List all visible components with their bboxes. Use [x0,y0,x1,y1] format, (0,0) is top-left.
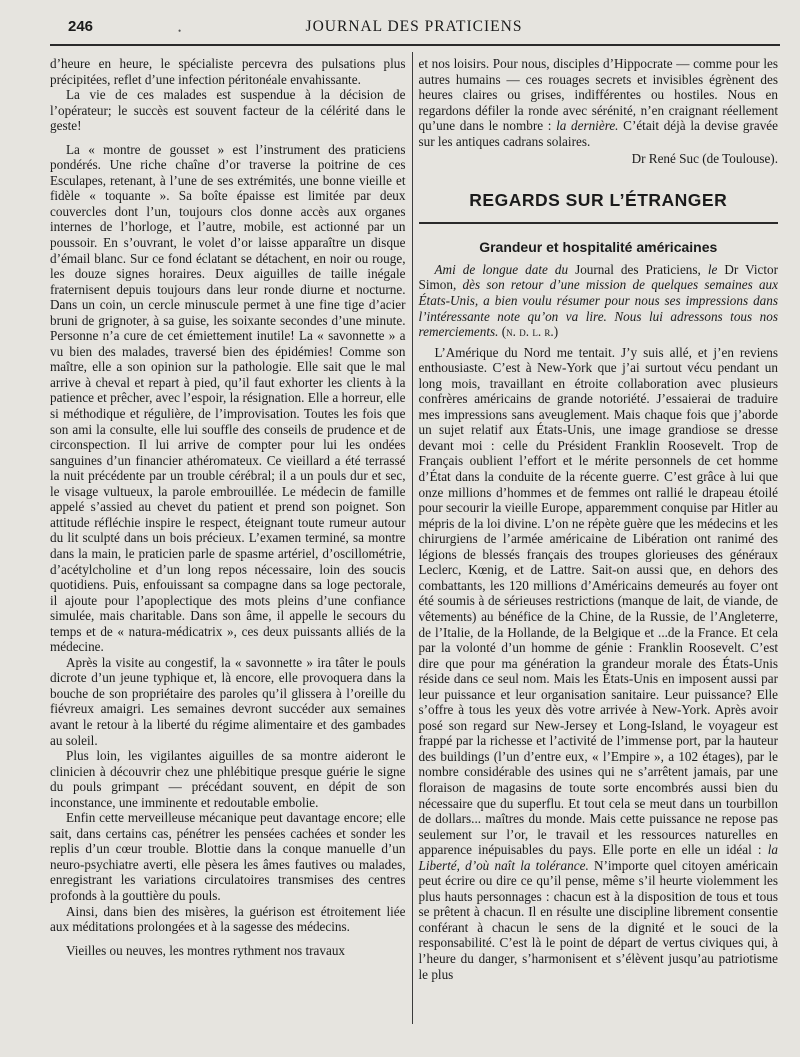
editor-sign: (n. d. l. r.) [501,324,559,340]
running-head [50,18,778,44]
editorial-note [419,262,779,340]
author-signature: Dr René Suc (de Toulouse). [631,151,778,167]
italic-phrase: la dernière. [556,118,619,134]
section-title: REGARDS SUR L’ÉTRANGER [419,193,779,225]
article-title: Grandeur et hospitalité américaines [479,239,718,256]
left-column [50,56,412,1024]
right-column [413,56,779,1024]
text-run: Ami de longue date du [434,261,576,277]
text-run: C’était déjà la devise gravée sur les antiques cadrans solaires. [418,118,778,149]
paragraph: Enfin cette merveilleuse mécanique peut davantage encore; elle sait, dans certains cas, pénétrer les pensées cachées et sonder les replis d’un cœur trouble. Blottie dans la conque manuelle d’un neuro-psychiatre averti, elle pèsera les âmes fautives ou malades, enregistrant les variations circulatoires transmises des centres profonds à la gouttière du pouls. [50,810,406,903]
text-run: L’Amérique du Nord me tentait. J’y suis allé, et j’en reviens enthousiaste. C’est à New-York que j’ai surtout vécu pendant un long mois, travaillant en étroite collaboration avec plusieurs confrères américains de grande notoriété. J’essaierai de traduire mes impressions sans aveuglement. Mais chaque fois que j’aborde un sujet relatif aux États-Unis, une image grandiose se dresse devant moi : celle du Président Franklin Roosevelt. Trop de Français oublient l’effort et le mérite personnels de cet homme d’État dans la conduite de la récente guerre. C’est grâce à lui que onze millions d’hommes et de femmes ont rallié le drapeau étoilé pour secourir la vieille Europe, apparemment conquise par Hitler au mépris de la loi divine. L’on ne répète guère que les médecins et les chirurgiens de l’armée américaine de Libération ont ranimé des légions de blessés français des troupes glorieuses des généraux Leclerc, Kœnig, et de Lattre. Sait-on aussi que, en dehors des combattants, les 120 millions d’Américains demeurés au foyer ont été soumis à de sérieuses restrictions (manque de lait, de viande, de vêtements) au bénéfice de la Chine, de la Russie, de l’Angleterre, de l’Italie, de la Hollande, de la Belgique et ...de la France. Et cela par la volonté d’un homme de génie : Franklin Roosevelt. C’est dire que pour ma génération la grandeur morale des États-Unis réside dans ce seul nom. Mais les États-Unis en imposent aussi par leur puissance et leur organisation sanitaire. Leur puissance? Elle s’offre à tous les yeux dès votre arrivée à New-York. Après avoir posé son regard sur New-Jersey et Long-Island, le voyageur est frappé par la richesse et l’activité de l’immense port, par la hauteur des buildings (l’un d’entre eux, « l’Empire », a 102 étages), par le nombre considérable des usines qui ne s’arrêtent jamais, par une floraison de magasins de toute sorte encombrés aussi bien du nécessaire que du superflu. Et tout cela se meut dans un tourbillon de dollars... maîtres du monde. Mais cette puissance ne repose pas seulement sur l’or, le travail et les ressources naturelles en apparence inépuisables du pays. Elle porte en elle un idéal : [418,344,778,858]
text-run: dès son retour d’une mission de quelques semaines aux États-Unis, a bien voulu résumer pour nous ses impressions dans l’intéressante note qu’on va lire. Nous lui adressons tous nos remerciements. [418,277,778,340]
paragraph [419,56,779,149]
journal-name: Journal des Praticiens, [575,261,701,277]
paragraph: Ainsi, dans bien des misères, la guérison est étroitement liée aux méditations prolongées et à la sagesse des médecins. [50,903,406,935]
text-run: N’importe quel citoyen américain peut écrire ou dire ce qu’il pense, même s’il heurte violemment les plus hauts personnages : chacun est à la disposition de tous et tous se prêtent à chacun. Il en résulte une discipline librement consentie conférant à chacun le sens de la dignité et le souci de la responsabilité. C’est là le point de départ de vertus civiques qui, à l’heure du danger, s’harmonisent et s’élèvent jusqu’au patriotisme le plus [418,857,778,982]
text-run: le [700,261,725,277]
journal-title: JOURNAL DES PRATICIENS [305,18,523,35]
paragraph: La « montre de gousset » est l’instrument des praticiens pondérés. Une riche chaîne d’or traverse la poitrine de ces Esculapes, retenant, à l’une de ses extrémités, une bonne vieille et fidèle « toquante ». Sa boîte épaisse est limitée par deux couvercles dont l’un, toujours clos donne accès aux organes internes de l’horloge, et l’autre, mobile, est actionné par un poussoir. En s’ouvrant, le volet d’or laisse apparaître un disque d’émail blanc. Sur ce fond éclatant se détachent, en noir ou rouge, les douze signes horaires. Deux aiguilles de taille inégale fraternisent depuis toujours dans leur ronde diurne et nocturne. Dans un coin, un cercle minuscule permet à une fine tige d’acier bruni de grignoter, à sa guise, les soixante secondes d’une minute. Personne n’a cure de cet émiettement inutile! La « savonnette » a vu bien des malades, traversé bien des épidémies! Comme son maître, elle a son opinion sur la pathologie. Elle sait que le mal arrive à cheval et repart à pied, qu’il faut exhorter les clients à la patience et prêcher, avec l’espoir, la résignation. Elle a horreur, elle si méthodique et régulière, de l’improvisation. Toutes les fois que son ami la consulte, elle lui souffle des conseils de prudence et de circonspection. Il lui arrive de compter pour lui les ondées sanguines d’un financier athéromateux. Ce vieillard a été terrassé la nuit précédente par un trouble cérébral; il a un pouls dur et sec, le visage vultueux, la parole embrouillée. Le médecin de famille appelé s’assied au chevet du patient et prend son poignet. Son attitude réfléchie inspire le respect, éteignant toute rumeur autour du lit sculpté dans un bois précieux. L’examen terminé, sa montre dans la main, le praticien parle de spasme artériel, d’oscillométrie, d’acétylcholine et d’un long repos nécessaire, loin des soucis quotidiens. Puis, enfouissant sa compagne dans sa loge pectorale, il ajoute pour l’apoplectique des mots pleins d’une confiance simulée, mais charitable. Dans son âme, il appelle le secours du temps et de « natura-médicatrix », ces deux puissants alliés de la médecine. [50,141,406,655]
paragraph: Plus loin, les vigilantes aiguilles de sa montre aideront le clinicien à découvrir chez une phlébitique presque guérie le signe du pouls grimpant — précédant souvent, en dépit de son inconstance, une imminente et redoutable embolie. [50,748,406,810]
page-number: 246 [68,18,94,35]
paragraph [419,345,779,982]
author-name: Dr Victor Simon, [418,261,778,293]
paragraph: Après la visite au congestif, la « savonnette » ira tâter le pouls dicrote d’un jeune typhique et, là encore, elle provoquera dans la bouche de son propriétaire des paroles qu’il glissera à l’oreille du fiévreux amaigri. Les semaines devront succéder aux semaines avant le retour à la liberté du régime alimentaire et des gambades au soleil. [50,654,406,748]
paragraph: La vie de ces malades est suspendue à la décision de l’opérateur; le succès est souvent facteur de la célérité dans le geste! [50,87,406,134]
ink-speck: • [178,26,182,36]
paragraph: Vieilles ou neuves, les montres rythment nos travaux [66,942,346,958]
paragraph: d’heure en heure, le spécialiste percevra des pulsations plus précipitées, reflet d’une infection péritonéale envahissante. [50,56,406,87]
text-run: et nos loisirs. Pour nous, disciples d’Hippocrate — comme pour les autres humains — ces rouages secrets et invisibles égrènent des heures claires ou grises, indifférentes ou hostiles. Nous en regardons défiler la ronde avec sérénité, n’en craignant réellement qu’une dans le nombre : [418,56,778,134]
two-column-body [50,56,778,1024]
italic-phrase: la Liberté, d’où naît la tolérance. [418,842,778,873]
header-rule [50,44,780,46]
